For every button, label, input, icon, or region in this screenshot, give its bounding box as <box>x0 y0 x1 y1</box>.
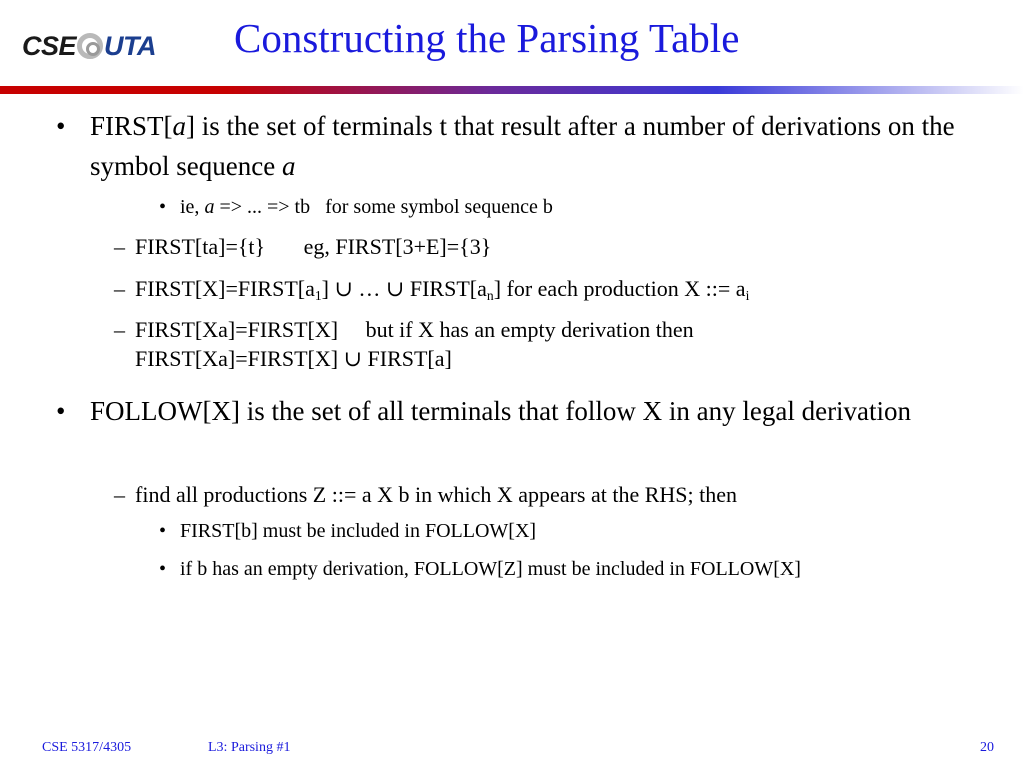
sub-bullet-if-b: • if b has an empty derivation, FOLLOW[Z] must be included in FOLLOW[X] <box>180 556 1000 582</box>
text-line: – FIRST[Xa]=FIRST[X] but if X has an empty derivation then <box>135 317 694 342</box>
logo-cse-text: CSE <box>22 31 77 61</box>
italic-symbol: a <box>172 111 187 141</box>
italic-symbol: a <box>204 196 215 218</box>
text-fragment: FIRST[X]=FIRST[a <box>135 276 315 301</box>
text-fragment: ie, <box>180 196 205 218</box>
slide-title: Constructing the Parsing Table <box>234 15 740 61</box>
footer-page-number: 20 <box>980 740 994 755</box>
dash-first-x <box>135 274 995 303</box>
subscript: i <box>745 288 750 304</box>
text-fragment: ] for each production X ::= a <box>493 276 746 301</box>
dash-find-all: – find all productions Z ::= a X b in which X appears at the RHS; then <box>135 480 995 509</box>
dash-first-ta: – FIRST[ta]={t} eg, FIRST[3+E]={3} <box>135 232 995 261</box>
text-fragment: ] ∪ … ∪ FIRST[a <box>321 276 487 301</box>
text-line: FIRST[Xa]=FIRST[X] ∪ FIRST[a] <box>135 346 452 371</box>
text-fragment: ] is the set of terminals t that result after a number of derivations on the symbol sequence <box>90 111 955 181</box>
footer-lecture: L3: Parsing #1 <box>208 740 291 755</box>
logo-uta-text: UTA <box>104 31 157 61</box>
subscript: 1 <box>314 288 322 304</box>
bullet-first-definition <box>90 106 1000 186</box>
sub-bullet-ie <box>180 194 1000 220</box>
dash-first-xa <box>135 315 995 373</box>
title-divider <box>0 86 1024 94</box>
sub-bullet-first-b: • FIRST[b] must be included in FOLLOW[X] <box>180 518 1000 544</box>
text-fragment: FIRST[ <box>90 111 173 141</box>
text-fragment: => ... => tb for some symbol sequence b <box>214 196 553 218</box>
bullet-follow-definition: • FOLLOW[X] is the set of all terminals that follow X in any legal derivation <box>90 391 1000 431</box>
subscript: n <box>486 288 494 304</box>
at-icon <box>77 33 103 59</box>
cse-uta-logo <box>22 24 162 68</box>
footer-course: CSE 5317/4305 <box>42 740 132 755</box>
italic-symbol: a <box>281 151 296 181</box>
